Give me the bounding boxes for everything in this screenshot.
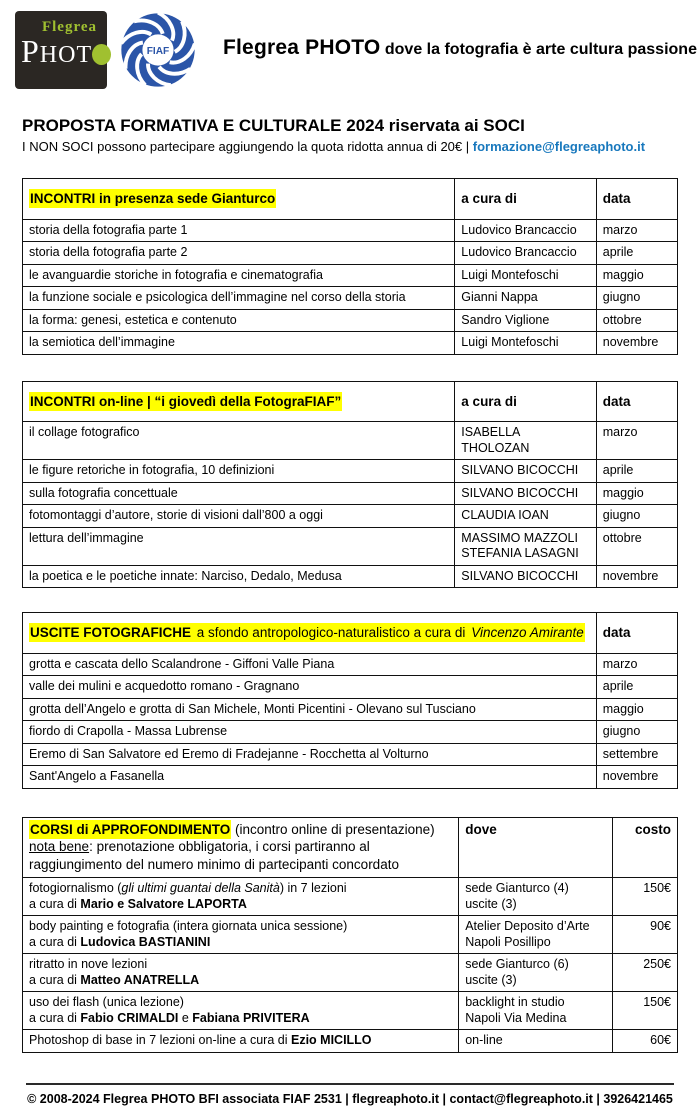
cell xyxy=(459,992,613,1030)
page-title: PROPOSTA FORMATIVA E CULTURALE 2024 riservata ai SOCI xyxy=(22,116,525,135)
header-cell xyxy=(455,381,596,422)
cell-line: lettura dell’immagine xyxy=(29,530,144,545)
cell-line: MASSIMO MAZZOLI xyxy=(461,530,578,545)
cell xyxy=(596,743,677,766)
cell xyxy=(596,242,677,265)
cell-line: Photoshop di base in 7 lezioni on-line a cura di Ezio MICILLO xyxy=(29,1033,372,1047)
cell-line: SILVANO BICOCCHI xyxy=(461,485,579,500)
table-row xyxy=(23,721,678,744)
cell xyxy=(23,766,597,789)
intro-section xyxy=(22,116,678,154)
cell xyxy=(455,242,596,265)
cell xyxy=(455,527,596,565)
cell xyxy=(596,766,677,789)
header-cell xyxy=(596,613,677,654)
cell xyxy=(596,219,677,242)
membership-note-text: I NON SOCI possono partecipare aggiungendo la quota ridotta annua di 20€ | xyxy=(22,139,473,154)
cell-line: 60€ xyxy=(650,1033,671,1047)
table-row xyxy=(23,565,678,588)
cell xyxy=(596,565,677,588)
cell xyxy=(23,992,459,1030)
cell-line: la poetica e le poetiche innate: Narciso, Dedalo, Medusa xyxy=(29,568,342,583)
cell-line: a cura di xyxy=(461,393,517,409)
cell-line: maggio xyxy=(602,701,644,716)
cell-line: uso dei flash (unica lezione) xyxy=(29,995,184,1009)
cell-line: novembre xyxy=(602,568,659,583)
cell xyxy=(596,698,677,721)
cell-line: 250€ xyxy=(643,957,671,971)
cell-line: aprile xyxy=(602,679,634,693)
membership-note xyxy=(22,139,678,154)
cell-line: Gianni Nappa xyxy=(461,290,538,304)
table-row xyxy=(23,954,678,992)
table-row xyxy=(23,878,678,916)
cell-line: marzo xyxy=(602,656,638,671)
cell-line: INCONTRI in presenza sede Gianturco xyxy=(30,191,276,206)
cell-line: a cura di Fabio CRIMALDI e Fabiana PRIVITERA xyxy=(29,1010,310,1025)
table-incontri-online xyxy=(22,381,678,589)
cell-line: aprile xyxy=(602,245,634,259)
header-cell xyxy=(455,179,596,220)
cell-line: ottobre xyxy=(602,530,642,545)
cell-line: SILVANO BICOCCHI xyxy=(461,568,579,583)
cell-line: SILVANO BICOCCHI xyxy=(461,463,579,477)
table-header-row xyxy=(23,381,678,422)
cell-line: CLAUDIA IOAN xyxy=(461,508,549,522)
cell-line: grotta dell’Angelo e grotta di San Michele, Monti Picentini - Olevano sul Tusciano xyxy=(29,701,476,716)
cell-line: marzo xyxy=(602,222,638,237)
cell-line: a cura di Matteo ANATRELLA xyxy=(29,972,200,987)
cell xyxy=(23,721,597,744)
cell-line: body painting e fotografia (intera giornata unica sessione) xyxy=(29,919,348,933)
table-row xyxy=(23,219,678,242)
cell xyxy=(23,1030,459,1053)
cell-line: raggiungimento del numero minimo di partecipanti concordato xyxy=(29,856,399,872)
table-header-row xyxy=(23,179,678,220)
header-cell xyxy=(596,381,677,422)
header-cell xyxy=(613,817,678,878)
cell xyxy=(596,676,677,699)
cell-line: marzo xyxy=(602,425,638,439)
cell-line: data xyxy=(602,393,631,409)
tagline-motto: dove la fotografia è arte cultura passione xyxy=(380,41,697,58)
cell-line: backlight in studio xyxy=(465,995,565,1009)
table-header-row xyxy=(23,817,678,878)
cell-line: nota bene: prenotazione obbligatoria, i corsi partiranno al xyxy=(29,839,370,854)
header-cell xyxy=(596,179,677,220)
cell xyxy=(596,287,677,310)
formazione-email-link[interactable]: formazione@flegreaphoto.it xyxy=(472,139,646,154)
cell xyxy=(23,422,455,460)
cell-line: settembre xyxy=(602,746,659,761)
cell-line: aprile xyxy=(602,463,634,477)
cell-line: costo xyxy=(634,821,671,837)
cell-line: ISABELLA THOLOZAN xyxy=(461,425,530,455)
cell xyxy=(23,653,597,676)
table-header-row xyxy=(23,613,678,654)
header-cell xyxy=(23,613,597,654)
cell xyxy=(596,309,677,332)
cell-line: ottobre xyxy=(602,312,642,327)
cell xyxy=(23,878,459,916)
table-row xyxy=(23,766,678,789)
cell-line: la funzione sociale e psicologica dell’immagine nel corso della storia xyxy=(29,290,406,304)
table-corsi-approfondimento xyxy=(22,817,678,1053)
table-row xyxy=(23,332,678,355)
cell-line: CORSI di APPROFONDIMENTO (incontro online di presentazione) xyxy=(30,821,435,837)
cell-line: fotomontaggi d’autore, storie di visioni dall’800 a oggi xyxy=(29,508,323,522)
cell-line: a cura di Mario e Salvatore LAPORTA xyxy=(29,896,247,911)
cell xyxy=(459,878,613,916)
cell xyxy=(455,264,596,287)
cell-line: le figure retoriche in fotografia, 10 definizioni xyxy=(29,463,275,477)
table-row xyxy=(23,264,678,287)
cell-line: maggio xyxy=(602,267,644,282)
cell xyxy=(23,916,459,954)
cell xyxy=(596,422,677,460)
cell-line: la forma: genesi, estetica e contenuto xyxy=(29,312,237,327)
cell xyxy=(459,1030,613,1053)
cell xyxy=(459,954,613,992)
cell xyxy=(596,721,677,744)
cell xyxy=(23,287,455,310)
cell-line: Sant'Angelo a Fasanella xyxy=(29,769,165,783)
cell-line: sede Gianturco (6) xyxy=(465,957,569,971)
cell-line: novembre xyxy=(602,335,659,349)
cell-line: novembre xyxy=(602,769,659,783)
table-row xyxy=(23,992,678,1030)
cell xyxy=(23,332,455,355)
cell xyxy=(23,954,459,992)
cell xyxy=(613,992,678,1030)
cell-line: il collage fotografico xyxy=(29,425,140,439)
cell-line: maggio xyxy=(602,485,644,500)
cell xyxy=(23,676,597,699)
cell xyxy=(455,505,596,528)
cell xyxy=(613,954,678,992)
cell-line: giugno xyxy=(602,508,641,522)
cell-line: uscite (3) xyxy=(465,896,517,911)
table-row xyxy=(23,242,678,265)
page-footer xyxy=(26,1083,674,1106)
cell xyxy=(596,482,677,505)
table-incontri-presenza xyxy=(22,178,678,355)
cell xyxy=(596,264,677,287)
cell xyxy=(613,916,678,954)
cell-line: Sandro Viglione xyxy=(461,312,550,327)
cell xyxy=(23,242,455,265)
table-row xyxy=(23,309,678,332)
table-row xyxy=(23,482,678,505)
page-header xyxy=(0,0,700,90)
cell xyxy=(596,332,677,355)
table-row xyxy=(23,698,678,721)
cell xyxy=(596,653,677,676)
cell xyxy=(455,287,596,310)
cell xyxy=(23,505,455,528)
cell xyxy=(455,332,596,355)
cell-line: Ludovico Brancaccio xyxy=(461,245,577,259)
cell-line: INCONTRI on-line | “i giovedì della FotograFIAF” xyxy=(30,393,342,409)
cell-line: STEFANIA LASAGNI xyxy=(461,546,579,560)
footer-text: © 2008-2024 Flegrea PHOTO BFI associata FIAF 2531 | flegreaphoto.it | contact@flegreaphoto.it | 3926421465 xyxy=(27,1092,673,1106)
cell xyxy=(23,309,455,332)
cell xyxy=(23,565,455,588)
cell xyxy=(596,527,677,565)
header-cell xyxy=(23,381,455,422)
cell-line: giugno xyxy=(602,724,641,738)
logo-flegrea-text: Flegrea xyxy=(41,19,97,35)
cell-line: le avanguardie storiche in fotografia e cinematografia xyxy=(29,267,323,282)
header-cell xyxy=(23,817,459,878)
cell-line: valle dei mulini e acquedotto romano - Gragnano xyxy=(29,679,300,693)
cell xyxy=(23,219,455,242)
cell-line: dove xyxy=(465,821,497,837)
cell xyxy=(23,698,597,721)
cell-line: la semiotica dell’immagine xyxy=(29,335,175,349)
cell-line: fotogiornalismo (gli ultimi guantai della Sanità) in 7 lezioni xyxy=(29,881,347,895)
cell-line: 150€ xyxy=(643,995,671,1009)
flegrea-photo-logo xyxy=(15,11,107,89)
cell xyxy=(596,505,677,528)
cell xyxy=(23,264,455,287)
table-row xyxy=(23,743,678,766)
cell xyxy=(23,527,455,565)
cell xyxy=(455,219,596,242)
tagline xyxy=(223,36,697,64)
table-row xyxy=(23,916,678,954)
cell-line: USCITE FOTOGRAFICHE a sfondo antropologico-naturalistico a cura di Vincenzo Amirante xyxy=(30,625,584,640)
cell-line: Atelier Deposito d’Arte xyxy=(465,919,590,933)
header-cell xyxy=(23,179,455,220)
cell-line: data xyxy=(602,191,631,206)
cell xyxy=(23,482,455,505)
cell xyxy=(596,460,677,483)
fiaf-logo-icon xyxy=(119,11,197,89)
cell-line: 150€ xyxy=(643,881,671,895)
fiaf-logo-text: FIAF xyxy=(146,45,170,57)
table-uscite-fotografiche xyxy=(22,612,678,789)
cell-line: sulla fotografia concettuale xyxy=(29,485,178,500)
cell-line: Napoli Via Medina xyxy=(465,1010,567,1025)
cell-line: fiordo di Crapolla - Massa Lubrense xyxy=(29,724,228,738)
cell-line: Napoli Posillipo xyxy=(465,934,551,949)
table-row xyxy=(23,676,678,699)
cell-line: storia della fotografia parte 2 xyxy=(29,245,188,259)
cell-line: data xyxy=(602,625,631,640)
cell-line: ritratto in nove lezioni xyxy=(29,957,148,971)
cell xyxy=(459,916,613,954)
cell-line: Ludovico Brancaccio xyxy=(461,222,577,237)
logo-photo-word: PHOT xyxy=(21,36,101,70)
green-o-shape xyxy=(92,44,111,65)
cell xyxy=(613,878,678,916)
cell-line: giugno xyxy=(602,290,641,304)
cell-line: storia della fotografia parte 1 xyxy=(29,222,188,237)
table-row xyxy=(23,653,678,676)
cell xyxy=(455,309,596,332)
cell-line: uscite (3) xyxy=(465,972,517,987)
cell-line: on-line xyxy=(465,1033,503,1047)
cell-line: a cura di Ludovica BASTIANINI xyxy=(29,934,211,949)
cell xyxy=(455,460,596,483)
cell-line: a cura di xyxy=(461,191,517,206)
header-cell xyxy=(459,817,613,878)
cell xyxy=(613,1030,678,1053)
cell xyxy=(23,743,597,766)
cell-line: Luigi Montefoschi xyxy=(461,335,559,349)
cell-line: 90€ xyxy=(650,919,671,933)
cell xyxy=(23,460,455,483)
cell xyxy=(455,422,596,460)
table-row xyxy=(23,287,678,310)
table-row xyxy=(23,460,678,483)
table-row xyxy=(23,422,678,460)
cell-line: sede Gianturco (4) xyxy=(465,881,569,895)
table-row xyxy=(23,527,678,565)
table-row xyxy=(23,1030,678,1053)
cell-line: Luigi Montefoschi xyxy=(461,267,559,282)
cell-line: Eremo di San Salvatore ed Eremo di Fradejanne - Rocchetta al Volturno xyxy=(29,746,429,761)
cell xyxy=(455,565,596,588)
tagline-brand: Flegrea PHOTO xyxy=(223,36,381,59)
cell-line: grotta e cascata dello Scalandrone - Giffoni Valle Piana xyxy=(29,656,335,671)
table-row xyxy=(23,505,678,528)
cell xyxy=(455,482,596,505)
